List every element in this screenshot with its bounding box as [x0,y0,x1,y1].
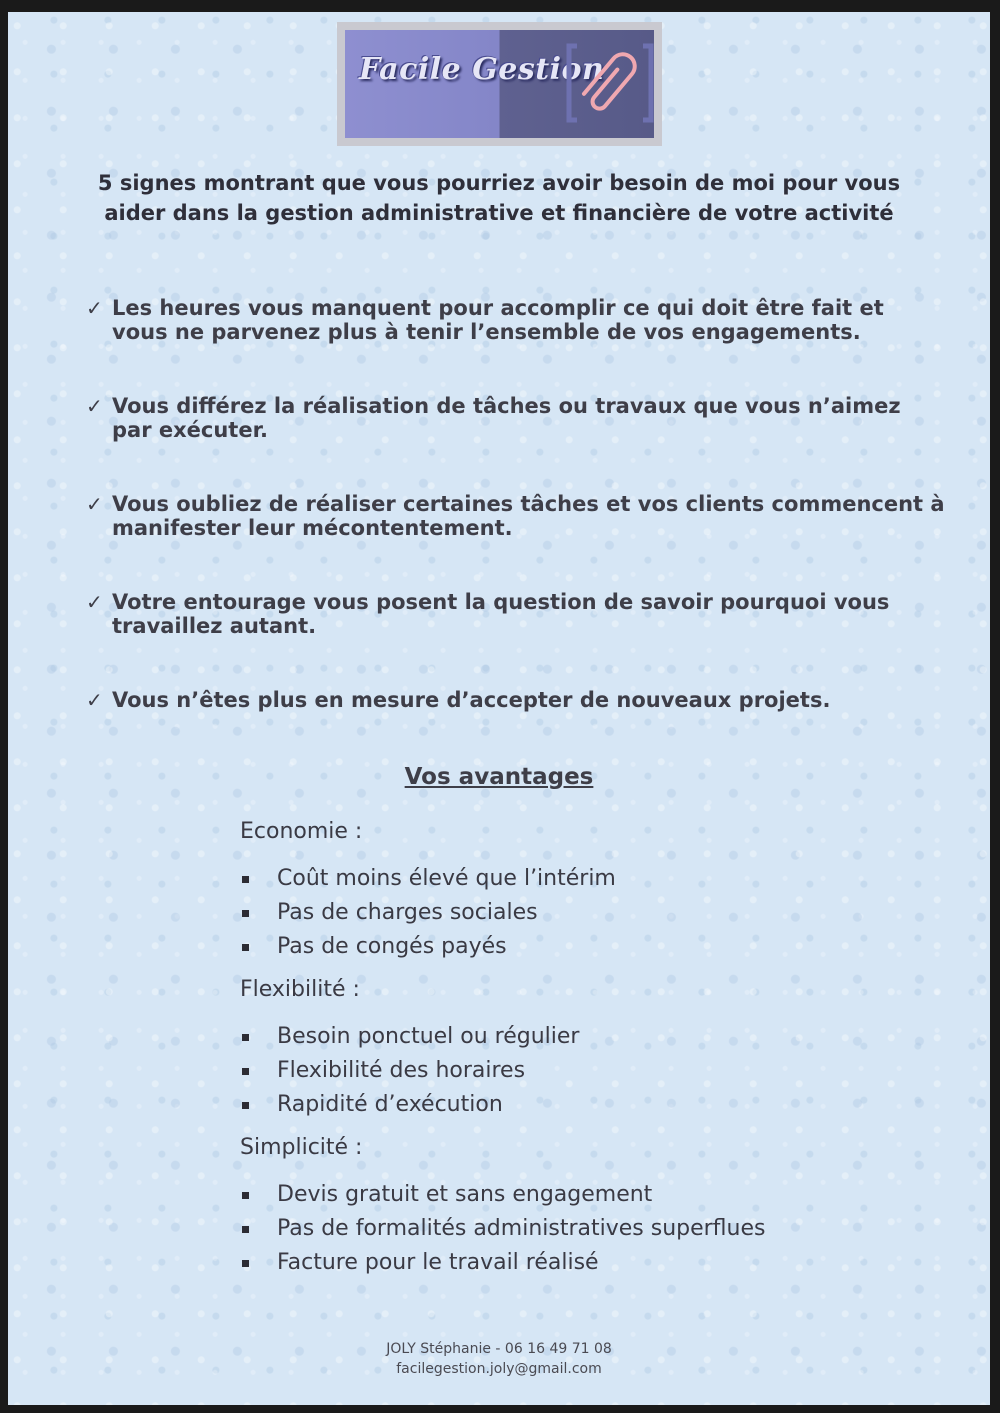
bullet-text: Facture pour le travail réalisé [277,1250,599,1275]
logo-text: Facile Gestion [359,52,605,87]
bullet-item [240,1054,940,1088]
sign-item [86,492,946,540]
square-bullet-icon [242,1192,249,1199]
square-bullet-icon [242,910,249,917]
bullet-item [240,896,940,930]
bullet-text: Pas de congés payés [277,934,507,959]
bullet-text: Flexibilité des horaires [277,1058,526,1083]
checkmark-icon: ✓ [86,394,103,418]
benefits-section [240,818,940,1292]
checkmark-icon: ✓ [86,590,103,614]
checkmark-icon: ✓ [86,688,103,712]
bullet-item [240,1212,940,1246]
square-bullet-icon [242,944,249,951]
bullet-item [240,1246,940,1280]
group-title-simplicite: Simplicité : [240,1135,363,1160]
footer [8,1339,990,1379]
bullet-text: Pas de formalités administratives superflues [277,1216,766,1241]
checkmark-icon: ✓ [86,296,103,320]
headline: 5 signes montrant que vous pourriez avoir besoin de moi pour vous aider dans la gestion administrative et financière de votre activité [97,171,901,225]
sign-text: Les heures vous manquent pour accomplir ce qui doit être fait et vous ne parvenez plus à tenir l’ensemble de vos engagements. [112,296,884,344]
avantages-title: Vos avantages [404,764,594,790]
flyer-page [8,12,990,1405]
square-bullet-icon [242,1102,249,1109]
sign-item [86,296,946,344]
email-address: facilegestion.joly@gmail.com [396,1361,602,1377]
sign-item [86,590,946,638]
logo [337,22,662,146]
bullet-item [240,1178,940,1212]
checkmark-icon: ✓ [86,492,103,516]
group-title-flexibilite: Flexibilité : [240,977,360,1002]
sign-text: Votre entourage vous posent la question de savoir pourquoi vous travaillez autant. [112,590,890,638]
bullet-item [240,1020,940,1054]
signs-list [86,296,946,712]
contact-line: JOLY Stéphanie - 06 16 49 71 08 [386,1341,612,1357]
bullet-item [240,1088,940,1122]
bullet-list-flexibilite [240,1020,940,1122]
logo-panel [345,30,654,138]
bullet-text: Pas de charges sociales [277,900,538,925]
sign-item [86,394,946,442]
sign-text: Vous différez la réalisation de tâches ou travaux que vous n’aimez par exécuter. [112,394,901,442]
square-bullet-icon [242,1226,249,1233]
bullet-text: Besoin ponctuel ou régulier [277,1024,580,1049]
square-bullet-icon [242,1260,249,1267]
paperclip-icon [565,38,655,128]
square-bullet-icon [242,1068,249,1075]
sign-text: Vous oubliez de réaliser certaines tâches et vos clients commencent à manifester leur mécontentement. [112,492,945,540]
group-title-economie: Economie : [240,819,363,844]
bullet-text: Coût moins élevé que l’intérim [277,866,616,891]
sign-item [86,688,946,712]
square-bullet-icon [242,876,249,883]
bullet-list-simplicite [240,1178,940,1280]
square-bullet-icon [242,1034,249,1041]
bullet-item [240,930,940,964]
bullet-text: Rapidité d’exécution [277,1092,503,1117]
bullet-list-economie [240,862,940,964]
sign-text: Vous n’êtes plus en mesure d’accepter de nouveaux projets. [112,688,831,712]
bullet-text: Devis gratuit et sans engagement [277,1182,653,1207]
bullet-item [240,862,940,896]
